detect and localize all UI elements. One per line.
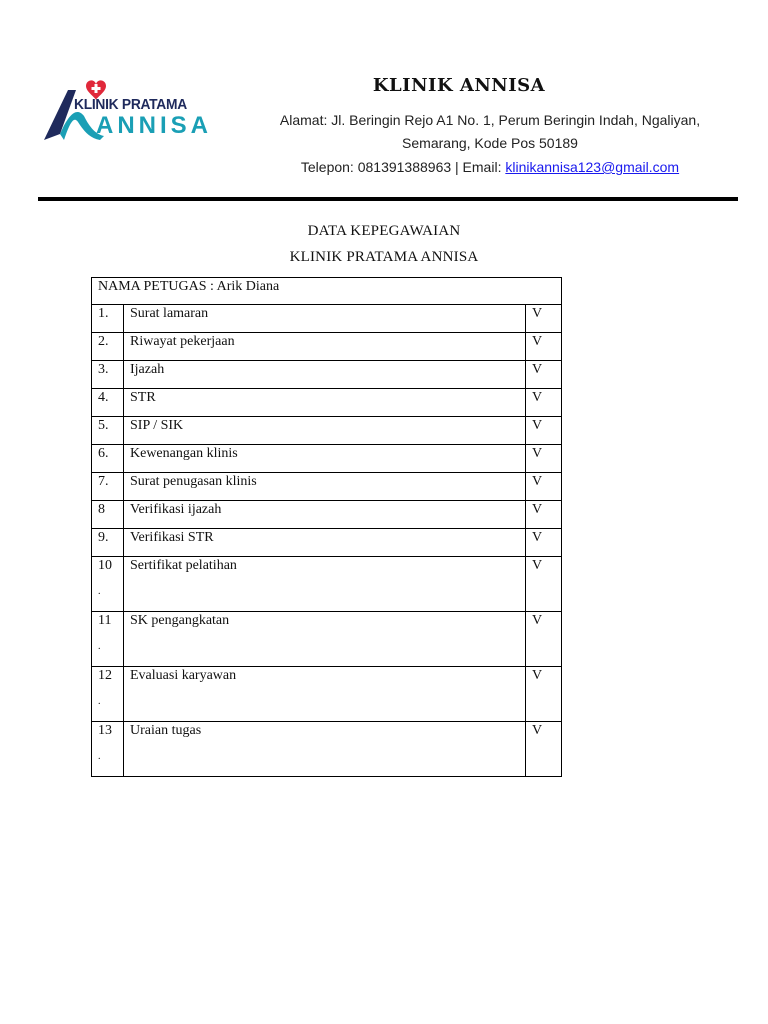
header-divider bbox=[38, 197, 738, 201]
address-line-1: Alamat: Jl. Beringin Rejo A1 No. 1, Perum Beringin Indah, Ngaliyan, bbox=[279, 112, 701, 128]
item-label: Uraian tugas bbox=[124, 722, 526, 777]
item-number-dot: . bbox=[98, 641, 101, 652]
item-label: Sertifikat pelatihan bbox=[124, 557, 526, 612]
contact-line bbox=[240, 159, 740, 175]
item-label: Verifikasi ijazah bbox=[124, 501, 526, 529]
item-number-dot: . bbox=[98, 696, 101, 707]
logo-text-annisa: ANNISA bbox=[96, 112, 213, 139]
check-mark: V bbox=[526, 361, 562, 389]
item-label: Surat penugasan klinis bbox=[124, 473, 526, 501]
table-row bbox=[92, 473, 562, 501]
item-label: Riwayat pekerjaan bbox=[124, 333, 526, 361]
item-number-cell bbox=[92, 667, 124, 722]
table-row bbox=[92, 417, 562, 445]
item-number: 2. bbox=[92, 333, 124, 361]
email-link[interactable]: klinikannisa123@gmail.com bbox=[505, 159, 680, 175]
check-mark: V bbox=[526, 305, 562, 333]
check-mark: V bbox=[526, 529, 562, 557]
check-mark: V bbox=[526, 612, 562, 667]
item-number: 3. bbox=[92, 361, 124, 389]
item-number-cell bbox=[92, 612, 124, 667]
table-row bbox=[92, 333, 562, 361]
item-number-cell bbox=[92, 722, 124, 777]
item-label: Ijazah bbox=[124, 361, 526, 389]
clinic-title: KLINIK ANNISA bbox=[372, 75, 546, 96]
item-number: 12 bbox=[98, 668, 112, 683]
item-number-dot: . bbox=[98, 751, 101, 762]
logo-text-klinik-pratama: KLINIK PRATAMA bbox=[74, 96, 187, 113]
table-row bbox=[92, 361, 562, 389]
phone-label: Telepon: 081391388963 | Email: bbox=[300, 159, 506, 175]
item-number: 5. bbox=[92, 417, 124, 445]
table-row bbox=[92, 501, 562, 529]
item-number: 9. bbox=[92, 529, 124, 557]
check-mark: V bbox=[526, 445, 562, 473]
check-mark: V bbox=[526, 722, 562, 777]
item-label: SK pengangkatan bbox=[124, 612, 526, 667]
document-subtitle: KLINIK PRATAMA ANNISA bbox=[289, 249, 479, 265]
address-line-2: Semarang, Kode Pos 50189 bbox=[402, 135, 578, 151]
item-label: Surat lamaran bbox=[124, 305, 526, 333]
check-mark: V bbox=[526, 557, 562, 612]
table-row bbox=[92, 612, 562, 667]
table-row bbox=[92, 557, 562, 612]
item-number: 11 bbox=[98, 613, 112, 628]
table-row bbox=[92, 305, 562, 333]
item-label: Verifikasi STR bbox=[124, 529, 526, 557]
staff-name-cell: NAMA PETUGAS : Arik Diana bbox=[92, 278, 562, 305]
logo-swoosh-navy bbox=[44, 90, 76, 140]
item-number: 7. bbox=[92, 473, 124, 501]
check-mark: V bbox=[526, 389, 562, 417]
table-row bbox=[92, 445, 562, 473]
item-label: Kewenangan klinis bbox=[124, 445, 526, 473]
item-number-dot: . bbox=[98, 586, 101, 597]
check-mark: V bbox=[526, 473, 562, 501]
document-title: DATA KEPEGAWAIAN bbox=[307, 223, 461, 239]
item-label: SIP / SIK bbox=[124, 417, 526, 445]
item-number: 6. bbox=[92, 445, 124, 473]
staff-name-row bbox=[92, 278, 562, 305]
item-label: Evaluasi karyawan bbox=[124, 667, 526, 722]
table-row bbox=[92, 529, 562, 557]
item-label: STR bbox=[124, 389, 526, 417]
item-number: 8 bbox=[92, 501, 124, 529]
check-mark: V bbox=[526, 501, 562, 529]
table-row bbox=[92, 389, 562, 417]
item-number-cell bbox=[92, 557, 124, 612]
check-mark: V bbox=[526, 417, 562, 445]
item-number: 4. bbox=[92, 389, 124, 417]
check-mark: V bbox=[526, 667, 562, 722]
staff-document-table bbox=[91, 277, 562, 777]
table-row bbox=[92, 722, 562, 777]
item-number: 13 bbox=[98, 723, 112, 738]
table-row bbox=[92, 667, 562, 722]
check-mark: V bbox=[526, 333, 562, 361]
item-number: 10 bbox=[98, 558, 112, 573]
item-number: 1. bbox=[92, 305, 124, 333]
